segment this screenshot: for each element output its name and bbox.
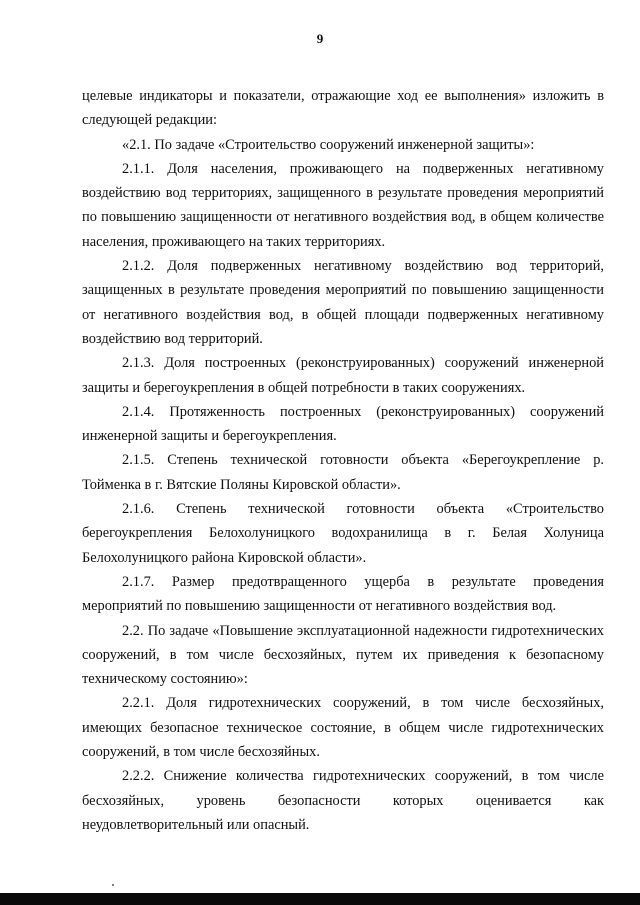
document-body — [82, 84, 604, 837]
paragraph-indicator-2-1-5: 2.1.5. Степень технической готовности объекта «Берегоукрепление р. Тойменка в г. Вятские Поляны Кировской области». — [82, 452, 604, 493]
paragraph-indicator-2-1-2: 2.1.2. Доля подверженных негативному воздействию вод территорий, защищенных в результате проведения мероприятий по повышению защищенности от негативного воздействия вод, в общей площади подверженных негативному воздействию вод территорий. — [82, 258, 604, 347]
scan-edge-bar — [0, 893, 640, 905]
paragraph-indicator-2-1-4: 2.1.4. Протяженность построенных (реконструированных) сооружений инженерной защиты и берегоукрепления. — [82, 403, 604, 445]
paragraph-intro: целевые индикаторы и показатели, отражающие ход ее выполнения» изложить в следующей редакции: — [82, 88, 604, 129]
paragraph-indicator-2-1-7: 2.1.7. Размер предотвращенного ущерба в результате проведения мероприятий по повышению защищенности от негативного воздействия вод. — [82, 573, 604, 615]
paragraph-indicator-2-1-3: 2.1.3. Доля построенных (реконструированных) сооружений инженерной защиты и берегоукрепления в общей потребности в таких сооружениях. — [82, 355, 604, 396]
paragraph-indicator-2-1-6: 2.1.6. Степень технической готовности объекта «Строительство берегоукрепления Белохолуницкого водохранилища в г. Белая Холуница Белохолуницкого района Кировской области». — [82, 501, 604, 566]
scan-speck — [112, 884, 114, 886]
paragraph-task-2-1: «2.1. По задаче «Строительство сооружений инженерной защиты»: — [122, 136, 535, 153]
paragraph-indicator-2-2-2: 2.2.2. Снижение количества гидротехнических сооружений, в том числе бесхозяйных, уровень безопасности которых оценивается как неудовлетворительный или опасный. — [82, 768, 604, 833]
paragraph-indicator-2-1-1: 2.1.1. Доля населения, проживающего на подверженных негативному воздействию вод территориях, защищенного в результате проведения мероприятий по повышению защищенности от негативного воздействия вод, в общем количестве населения, проживающего на таких территориях. — [82, 160, 604, 250]
page-number: 9 — [316, 31, 324, 46]
paragraph-indicator-2-2-1: 2.2.1. Доля гидротехнических сооружений, в том числе бесхозяйных, имеющих безопасное техническое состояние, в общем числе гидротехнических сооружений, в том числе бесхозяйных. — [82, 695, 604, 761]
paragraph-task-2-2: 2.2. По задаче «Повышение эксплуатационной надежности гидротехнических сооружений, в том числе бесхозяйных, путем их приведения к безопасному техническому состоянию»: — [82, 622, 604, 688]
